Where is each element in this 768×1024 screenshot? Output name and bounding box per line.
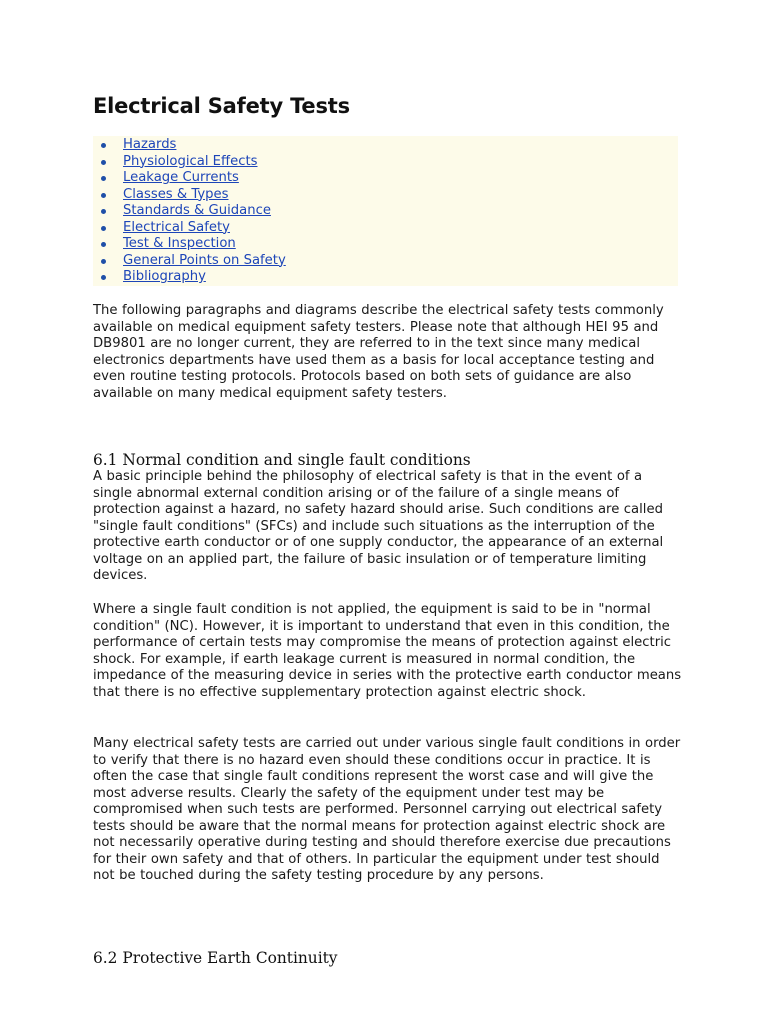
bullet-icon	[101, 176, 106, 181]
toc-item-physiological-effects	[93, 154, 678, 171]
section-paragraph: A basic principle behind the philosophy of electrical safety is that in the event of a single abnormal external condition arising or of the failure of a single means of protection against a hazard, no safety hazard should arise. Such conditions are called "single fault conditions" (SFCs) and include such situations as the interruption of the protective earth conductor or of one supply conductor, the appearance of an external voltage on an applied part, the failure of basic insulation or of temperature limiting devices.	[93, 469, 664, 583]
toc-link-electrical-safety[interactable]: Electrical Safety	[123, 219, 230, 235]
toc-link-general-points[interactable]: General Points on Safety	[123, 252, 286, 268]
section-paragraph: Many electrical safety tests are carried out under various single fault conditions in order to verify that there is no hazard even should these conditions occur in practice. It is often the case that single fault conditions represent the worst case and will give the most adverse results. Clearly the safety of the equipment under test may be compromised when such tests are performed. Personnel carrying out electrical safety tests should be aware that the normal means for protection against electric shock are not necessarily operative during testing and should therefore exercise due precautions for their own safety and that of others. In particular the equipment under test should not be touched during the safety testing procedure by any persons.	[93, 736, 681, 883]
page-title: Electrical Safety Tests	[93, 94, 350, 118]
bullet-icon	[101, 193, 106, 198]
section-paragraph: Where a single fault condition is not applied, the equipment is said to be in "normal condition" (NC). However, it is important to understand that even in this condition, the performance of certain tests may compromise the means of protection against electric shock. For example, if earth leakage current is measured in normal condition, the impedance of the measuring device in series with the protective earth conductor means that there is no effective supplementary protection against electric shock.	[93, 602, 682, 700]
toc-item-standards-guidance	[93, 203, 678, 220]
toc-item-classes-types	[93, 187, 678, 204]
bullet-icon	[101, 259, 106, 264]
toc-link-standards-guidance[interactable]: Standards & Guidance	[123, 203, 271, 218]
toc-item-bibliography	[93, 269, 678, 286]
bullet-icon	[101, 160, 106, 165]
toc-item-leakage-currents	[93, 170, 678, 187]
toc-item-general-points	[93, 253, 678, 270]
intro-paragraph: The following paragraphs and diagrams describe the electrical safety tests commonly available on medical equipment safety testers. Please note that although HEI 95 and DB9801 are no longer current, they are referred to in the text since many medical electronics departments have used them as a basis for local acceptance testing and even routine testing protocols. Protocols based on both sets of guidance are also available on many medical equipment safety testers.	[93, 303, 664, 401]
toc-item-electrical-safety	[93, 220, 678, 237]
bullet-icon	[101, 226, 106, 231]
bullet-icon	[101, 143, 106, 148]
section-heading-normal-condition: 6.1 Normal condition and single fault conditions	[93, 451, 471, 469]
toc-link-physiological-effects[interactable]: Physiological Effects	[123, 153, 258, 169]
toc-item-test-inspection	[93, 236, 678, 253]
toc-link-classes-types[interactable]: Classes & Types	[123, 186, 229, 202]
toc-link-bibliography[interactable]: Bibliography	[123, 269, 206, 284]
toc-link-hazards[interactable]: Hazards	[123, 137, 177, 152]
table-of-contents	[93, 136, 678, 286]
section-heading-protective-earth: 6.2 Protective Earth Continuity	[93, 949, 338, 967]
bullet-icon	[101, 275, 106, 280]
bullet-icon	[101, 209, 106, 214]
toc-list	[93, 136, 678, 286]
bullet-icon	[101, 242, 106, 247]
toc-item-hazards	[93, 137, 678, 154]
toc-link-test-inspection[interactable]: Test & Inspection	[123, 236, 236, 251]
toc-link-leakage-currents[interactable]: Leakage Currents	[123, 170, 239, 185]
